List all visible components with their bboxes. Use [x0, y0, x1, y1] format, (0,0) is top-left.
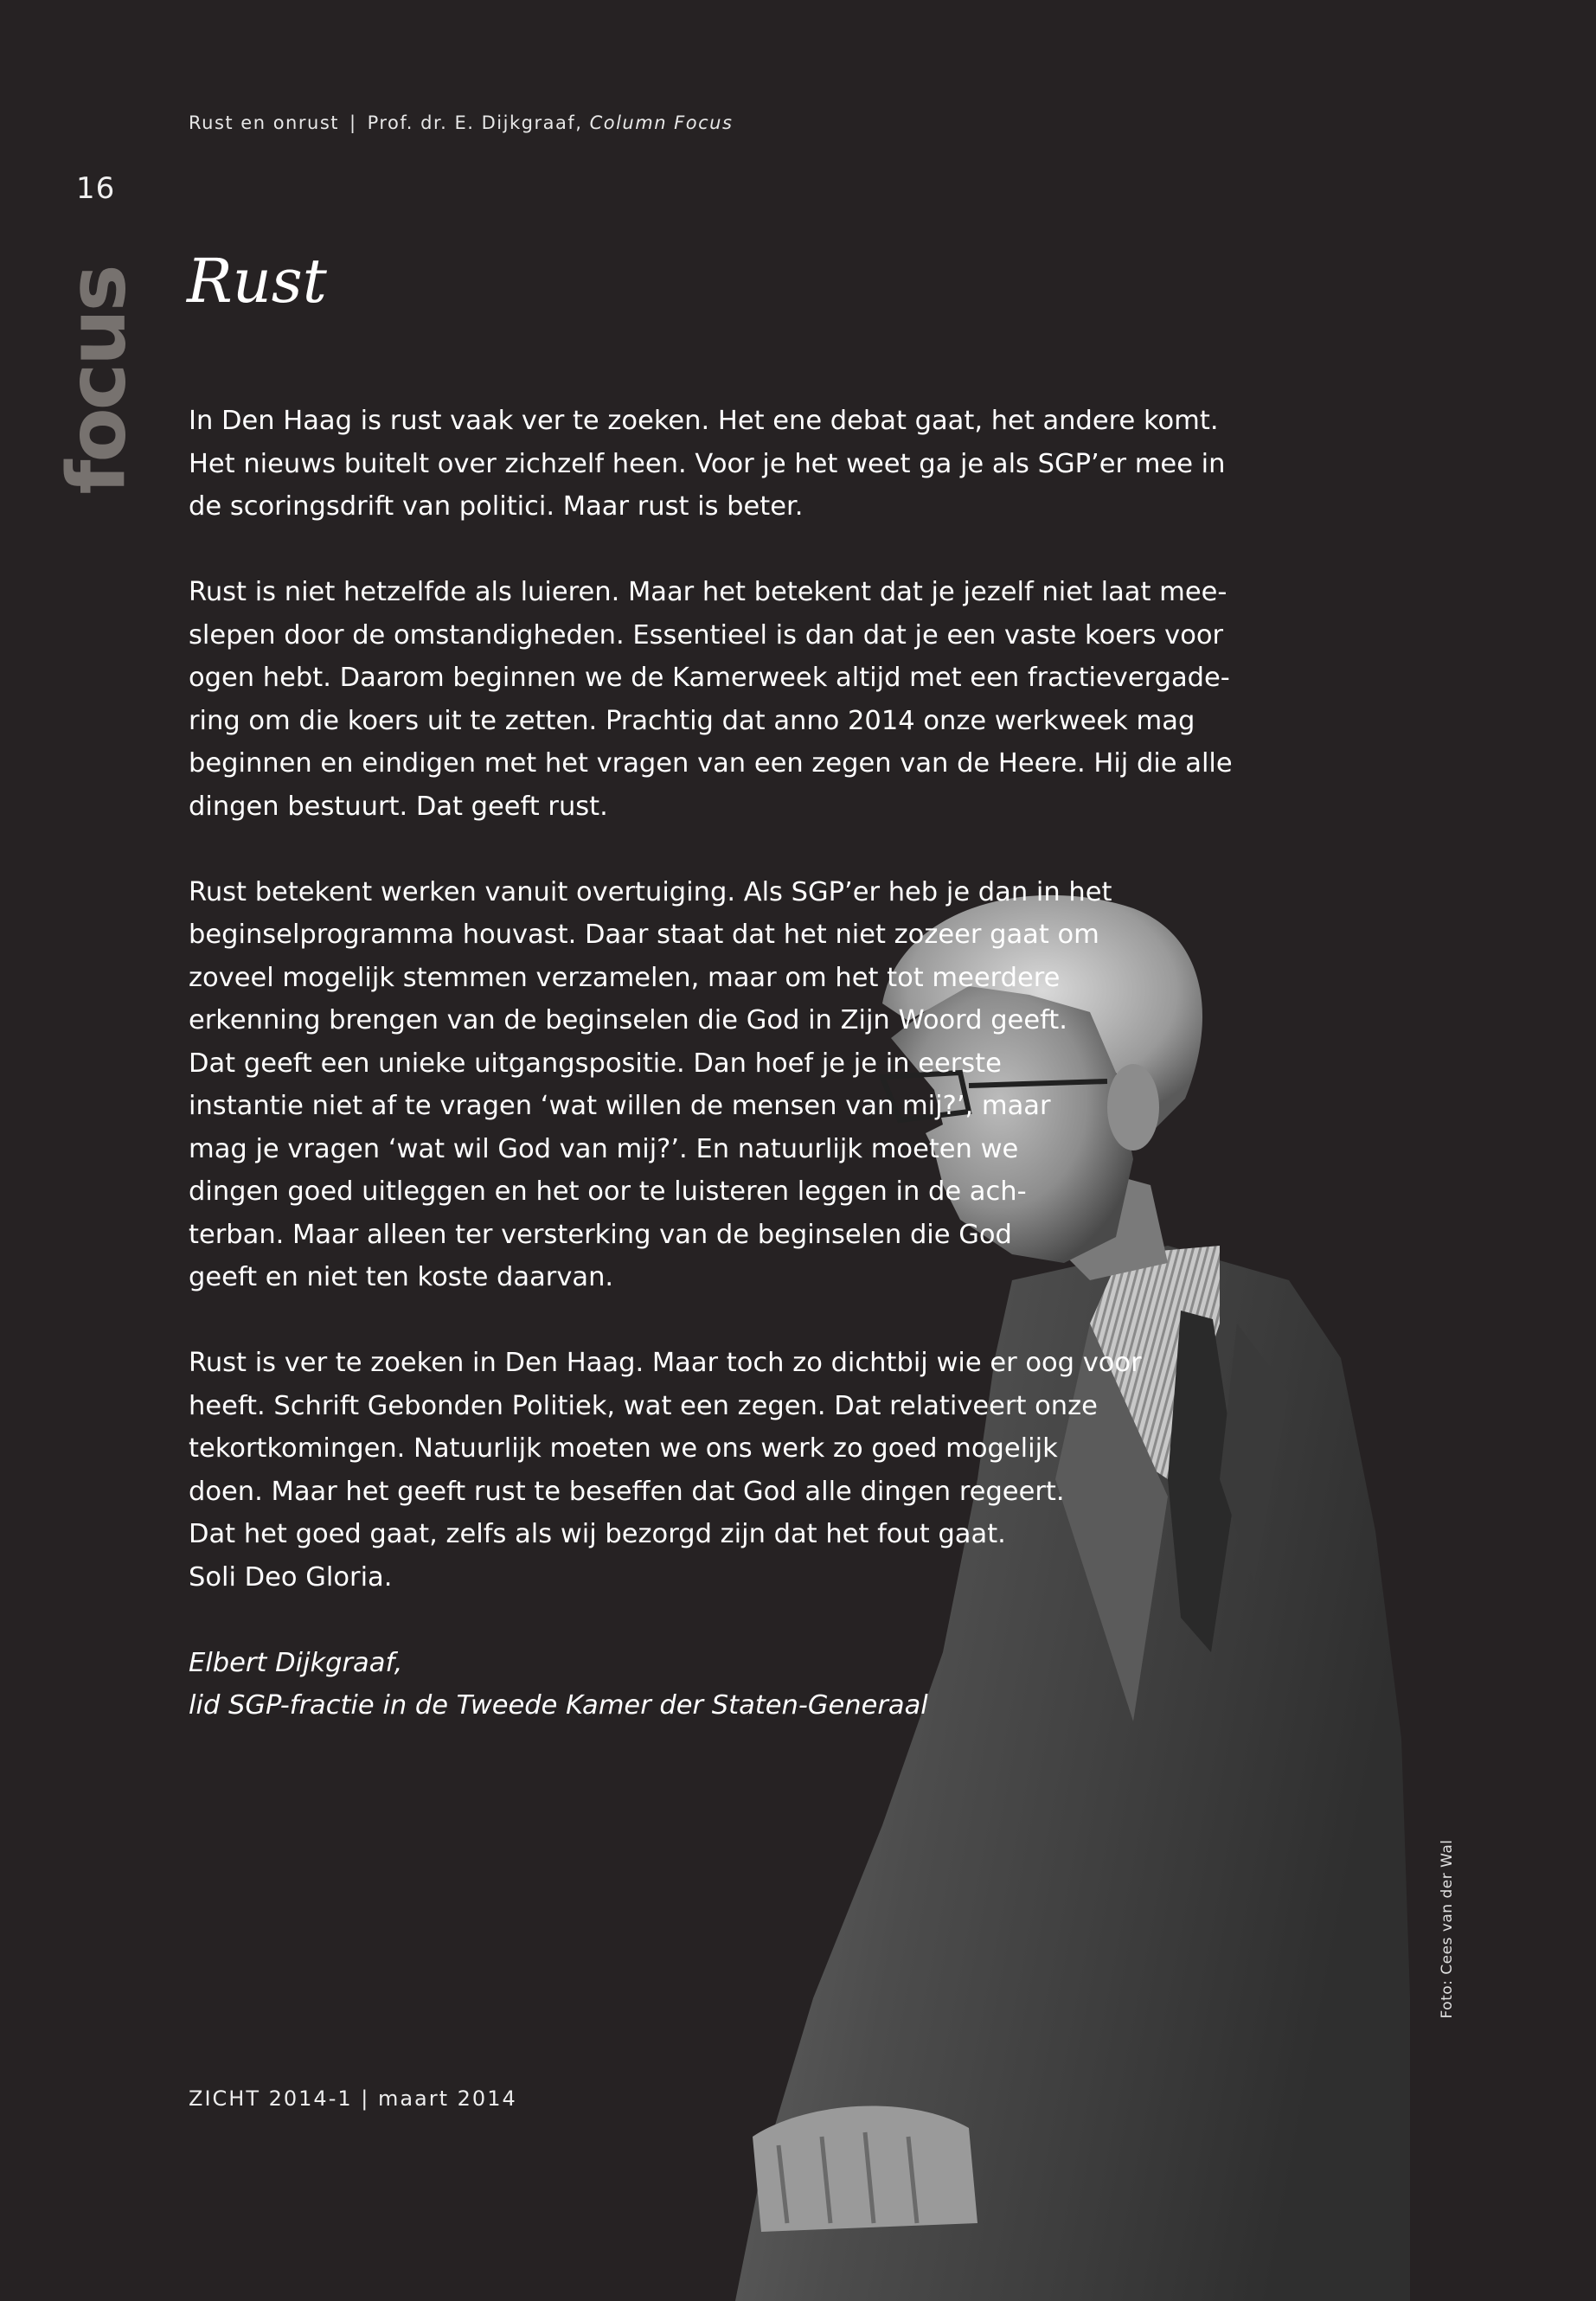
text-line: heeft. Schrift Gebonden Politiek, wat een zegen. Dat relativeert onze [189, 1390, 1098, 1421]
section-tag [45, 266, 149, 495]
text-line: In Den Haag is rust vaak ver te zoeken. Het ene debat gaat, het andere komt. [189, 406, 1219, 436]
text-line: Soli Deo Gloria. [189, 1561, 393, 1593]
text-line: slepen door de omstandigheden. Essentieel is dan dat je een vaste koers voor [189, 619, 1224, 651]
text-line: ring om die koers uit te zetten. Prachtig dat anno 2014 onze werkweek mag [189, 705, 1195, 736]
signature [189, 1642, 1183, 1727]
text-line: zoveel mogelijk stemmen verzamelen, maar om het tot meerdere [189, 962, 1061, 993]
page-number: 16 [76, 171, 116, 206]
text-line: Het nieuws buitelt over zichzelf heen. Voor je het weet ga je als SGP’er mee in [189, 448, 1226, 479]
paragraph-4 [189, 1342, 1183, 1599]
text-line: Rust is ver te zoeken in Den Haag. Maar toch zo dichtbij wie er oog voor [189, 1348, 1142, 1378]
text-line: de scoringsdrift van politici. Maar rust is beter. [189, 491, 804, 522]
article-title: Rust [187, 246, 327, 317]
paragraph-1 [189, 400, 1226, 529]
text-line: terban. Maar alleen ter versterking van de beginselen die God [189, 1219, 1012, 1250]
text-line: dingen goed uitleggen en het oor te luisteren leggen in de ach- [189, 1176, 1027, 1207]
text-line: beginnen en eindigen met het vragen van een zegen van de Heere. Hij die alle [189, 748, 1233, 779]
text-line: mag je vragen ‘wat wil God van mij?’. En natuurlijk moeten we [189, 1133, 1019, 1164]
text-line: Dat het goed gaat, zelfs als wij bezorgd zijn dat het fout gaat. [189, 1519, 1006, 1549]
section-tag-label: focus [50, 266, 144, 495]
signature-role: lid SGP-fractie in de Tweede Kamer der Staten-Generaal [189, 1690, 928, 1721]
header-separator: | [349, 112, 357, 133]
paragraph-3 [189, 871, 1183, 1299]
text-line: Rust betekent werken vanuit overtuiging. Als SGP’er heb je dan in het [189, 876, 1112, 907]
text-line: beginselprogramma houvast. Daar staat dat het niet zozeer gaat om [189, 920, 1099, 950]
footer: ZICHT 2014-1 | maart 2014 [189, 2086, 517, 2111]
text-line: Rust is niet hetzelfde als luieren. Maar het betekent dat je jezelf niet laat mee- [189, 577, 1227, 607]
running-header [189, 112, 733, 133]
text-line: ogen hebt. Daarom beginnen we de Kamerweek altijd met een fractievergade- [189, 663, 1230, 693]
text-line: tekortkomingen. Natuurlijk moeten we ons werk zo goed mogelijk [189, 1433, 1058, 1464]
text-line: geeft en niet ten koste daarvan. [189, 1262, 614, 1292]
signature-name: Elbert Dijkgraaf, [189, 1647, 403, 1678]
header-author: Prof. dr. E. Dijkgraaf, [367, 112, 583, 133]
header-section: Rust en onrust [189, 112, 339, 133]
text-line: doen. Maar het geeft rust te beseffen dat God alle dingen regeert. [189, 1476, 1065, 1507]
text-line: Dat geeft een unieke uitgangspositie. Dan hoef je je in eerste [189, 1048, 1002, 1079]
text-line: erkenning brengen van de beginselen die God in Zijn Woord geeft. [189, 1005, 1067, 1035]
text-line: dingen bestuurt. Dat geeft rust. [189, 791, 608, 822]
photo-credit-text: Foto: Cees van der Wal [1439, 1839, 1456, 2019]
paragraph-2 [189, 571, 1233, 828]
text-line: instantie niet af te vragen ‘wat willen de mensen van mij?’, maar [189, 1091, 1051, 1121]
article-body [189, 400, 1233, 1770]
header-column: Column Focus [589, 112, 734, 133]
